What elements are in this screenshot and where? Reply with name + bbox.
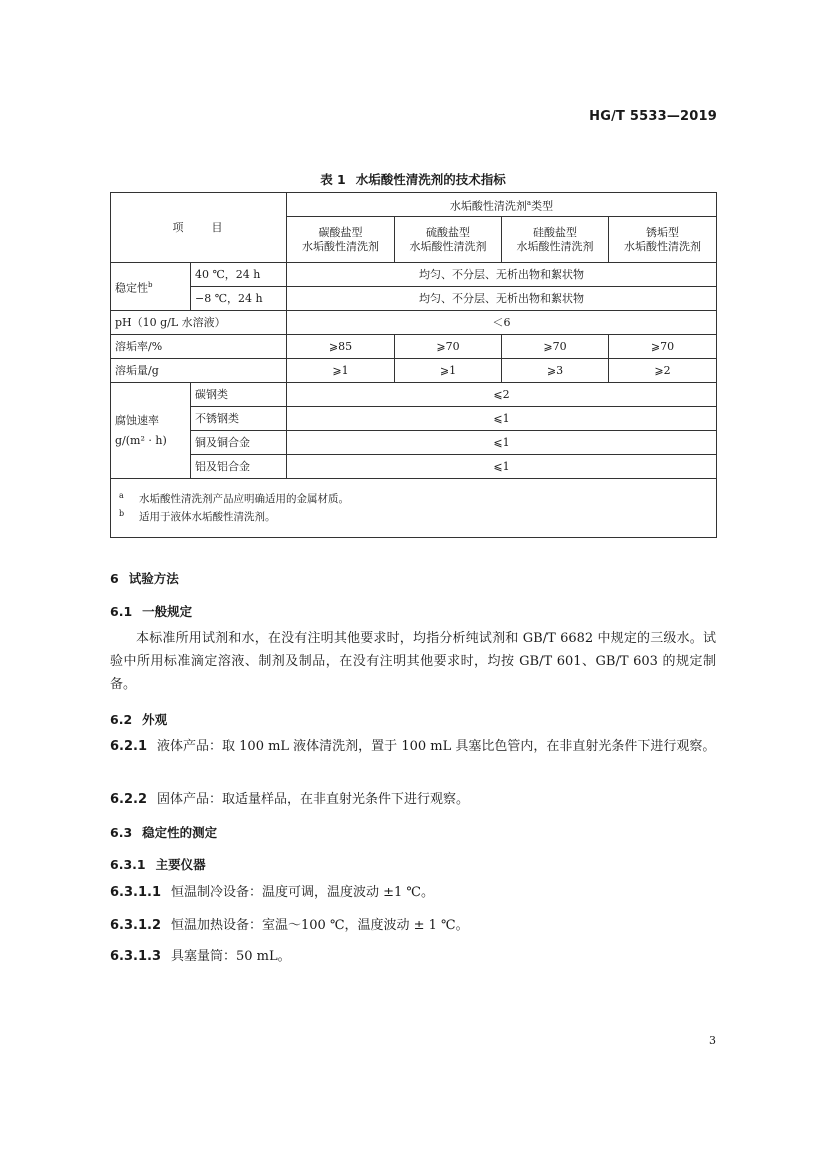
type-header-note-mark: a [526,198,532,207]
clause-text: 恒温加热设备：室温～100 ℃，温度波动 ± 1 ℃。 [171,918,469,933]
corrosion-label-cell [111,383,191,479]
column-header-line1: 碳酸盐型 [318,225,363,239]
section-6-3-1-1 [110,881,716,904]
clause-text: 液体产品：取 100 mL 液体清洗剂，置于 100 mL 具塞比色管内，在非直射光条件下进行观察。 [157,739,716,754]
column-header-line1: 硅酸盐型 [533,225,577,239]
dissolution-rate-value: ⩾85 [287,335,395,359]
section-number: 6.3.1 [110,857,146,872]
stability-condition: 40 ℃，24 h [191,263,287,287]
dissolution-rate-value: ⩾70 [609,335,717,359]
column-header [395,217,502,263]
corrosion-material: 碳钢类 [191,383,287,407]
clause-number: 6.3.1.2 [110,918,161,933]
technical-spec-table [110,192,717,538]
dissolution-rate-value: ⩾70 [502,335,609,359]
item-header-cell [111,193,287,263]
dissolution-rate-label: 溶垢率/% [111,335,287,359]
stability-condition: −8 ℃，24 h [191,287,287,311]
column-header-line2: 水垢酸性清洗剂 [624,239,701,253]
dissolution-amount-value: ⩾1 [287,359,395,383]
dissolution-amount-value: ⩾1 [395,359,502,383]
dissolution-amount-value: ⩾2 [609,359,717,383]
clause-number: 6.3.1.1 [110,885,161,900]
corrosion-unit: g/(m² · h) [115,433,167,447]
dissolution-amount-value: ⩾3 [502,359,609,383]
table-note [115,508,712,526]
section-6-2-heading [110,710,167,728]
section-number: 6.3 [110,825,133,840]
table-note [115,490,712,508]
clause-number: 6.2.2 [110,792,148,807]
type-header-cell [287,193,717,217]
section-title: 稳定性的测定 [142,825,218,840]
section-6-3-heading [110,823,217,841]
corrosion-value: ⩽2 [287,383,717,407]
table-caption [110,170,716,188]
clause-text: 固体产品：取适量样品，在非直射光条件下进行观察。 [157,792,470,807]
ph-value: ＜6 [287,311,717,335]
corrosion-value: ⩽1 [287,407,717,431]
stability-label-cell [111,263,191,311]
section-6-heading [110,569,179,587]
clause-number: 6.2.1 [110,739,148,754]
note-mark: a [119,491,124,500]
corrosion-label: 腐蚀速率 [115,413,159,427]
section-6-3-1-2 [110,914,716,937]
section-title: 外观 [142,712,168,727]
column-header [609,217,717,263]
item-header: 项 目 [172,220,225,234]
corrosion-material: 铝及铝合金 [191,455,287,479]
column-header [502,217,609,263]
note-text: 水垢酸性清洗剂产品应明确适用的金属材质。 [139,493,349,505]
note-mark: b [119,509,125,518]
stability-label: 稳定性 [115,281,148,295]
column-header-line1: 硫酸盐型 [426,225,470,239]
corrosion-value: ⩽1 [287,431,717,455]
corrosion-material: 不锈钢类 [191,407,287,431]
stability-note-mark: b [148,280,153,289]
ph-label: pH（10 g/L 水溶液） [111,311,287,335]
column-header-line2: 水垢酸性清洗剂 [302,239,379,253]
stability-value: 均匀、不分层、无析出物和絮状物 [287,287,717,311]
table-notes [111,479,717,538]
corrosion-value: ⩽1 [287,455,717,479]
dissolution-amount-label: 溶垢量/g [111,359,287,383]
column-header-line1: 锈垢型 [646,225,679,239]
type-header: 水垢酸性清洗剂 [449,199,527,213]
section-title: 一般规定 [142,604,193,619]
section-6-1-heading [110,602,192,620]
table-caption-title: 水垢酸性清洗剂的技术指标 [355,172,506,187]
type-header-suffix: 类型 [531,199,554,213]
section-title: 试验方法 [128,571,179,586]
corrosion-material: 铜及铜合金 [191,431,287,455]
section-6-1-text: 本标准所用试剂和水，在没有注明其他要求时，均指分析纯试剂和 GB/T 6682 中规定的三级水。试验中所用标准滴定溶液、制剂及制品，在没有注明其他要求时，均按 GB/T 601、GB/T 603 的规定制备。 [110,631,716,692]
section-number: 6 [110,571,119,586]
section-6-3-1-heading [110,855,206,873]
dissolution-rate-value: ⩾70 [395,335,502,359]
stability-value: 均匀、不分层、无析出物和絮状物 [287,263,717,287]
section-title: 主要仪器 [155,857,206,872]
column-header-line2: 水垢酸性清洗剂 [409,239,487,253]
column-header [287,217,395,263]
page-number: 3 [709,1034,716,1047]
standard-code: HG/T 5533—2019 [589,109,717,124]
clause-text: 具塞量筒：50 mL。 [171,949,291,964]
column-header-line2: 水垢酸性清洗剂 [516,239,594,253]
section-6-2-1 [110,735,716,758]
clause-text: 恒温制冷设备：温度可调，温度波动 ±1 ℃。 [171,885,434,900]
section-6-3-1-3 [110,945,716,968]
section-number: 6.1 [110,604,133,619]
clause-number: 6.3.1.3 [110,949,161,964]
note-text: 适用于液体水垢酸性清洗剂。 [139,511,276,523]
section-6-2-2 [110,788,716,811]
section-number: 6.2 [110,712,133,727]
table-caption-number: 表 1 [320,172,346,187]
